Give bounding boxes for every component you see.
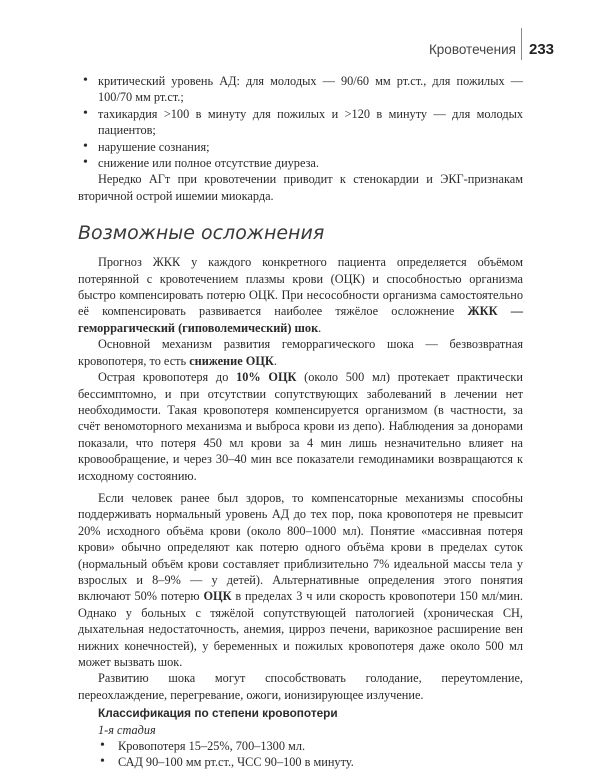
page-number: 233 xyxy=(529,41,555,58)
paragraph: Развитию шока могут способствовать голодание, переутомление, переохлаждение, перегревание, ожоги, ионизирующее излучение. xyxy=(78,671,523,702)
list-item: • тахикардия >100 в минуту для пожилых и >120 в минуту — для молодых пациентов; xyxy=(78,106,523,139)
section-heading: Возможные осложнения xyxy=(78,222,325,245)
paragraph-text: Основной механизм развития геморрагического шока — безвозвратная кровопотеря, то есть xyxy=(78,337,523,368)
paragraph-text: в пределах 3 ч или скорость кровопотери 150 мл/мин. Однако у больных с тяжёлой сопутствующей патологией (хроническая СН, дыхательная недостаточность, анемия, цирроз печени, варикозное расширение вен нижних конечностей), у беременных и пожилых кровопотеря даже около 500 мл может вызвать шок. xyxy=(78,589,523,669)
list-item: • Кровопотеря 15–25%, 700–1300 мл. xyxy=(78,738,523,754)
paragraph-text: Если человек ранее был здоров, то компенсаторные механизмы способны поддерживать нормальный уровень АД до тех пор, пока кровопотеря не превысит 20% исходного объёма крови (около 800–1000 мл). Понятие «массивная потеря крови» обычно определяют как потерю одного объёма крови в пределах суток (нормальный объём крови составляет приблизительно 7% идеальной массы тела у взрослых и 8–9% — у детей). Альтернативные определения этого понятия включают 50% потерю xyxy=(78,490,523,604)
running-head-section: Кровотечения xyxy=(428,42,516,57)
list-item: • снижение или полное отсутствие диуреза. xyxy=(78,155,523,171)
list-item: • критический уровень АД: для молодых — 90/60 мм рт.ст., для пожилых — 100/70 мм рт.ст.; xyxy=(78,73,523,106)
classification-title: Классификация по степени кровопотери xyxy=(98,706,338,721)
paragraph-text: . xyxy=(273,353,277,368)
paragraph-text: Острая кровопотеря до xyxy=(98,370,237,385)
list-item: • САД 90–100 мм рт.ст., ЧСС 90–100 в минуту. xyxy=(78,754,523,770)
paragraph xyxy=(78,490,523,670)
list-item: • нарушение сознания; xyxy=(78,139,523,155)
paragraph-emphasis: 10% ОЦК xyxy=(236,370,297,385)
paragraph xyxy=(78,336,523,369)
paragraph xyxy=(78,369,523,484)
paragraph-text: . xyxy=(318,320,322,335)
running-head xyxy=(0,40,600,60)
paragraph-emphasis: ОЦК xyxy=(203,589,232,604)
body-text xyxy=(78,73,523,771)
paragraph-text: (около 500 мл) протекает практически бессимптомно, и при отсутствии сопутствующих заболеваний в лечении нет необходимости. Такая кровопотеря компенсируется организмом (в частности, за счёт веномоторного механизма и выброса крови из депо). Наблюдения за донорами показали, что потеря 450 мл крови за 4 мин лишь незначительно влияет на кровообращение, и через 30–40 мин все показатели гемодинамики возвращаются к исходному состоянию. xyxy=(78,370,523,483)
criteria-list xyxy=(78,73,523,171)
paragraph-emphasis: снижение ОЦК xyxy=(189,353,274,368)
paragraph-emphasis: ЖКК — геморрагический (гиповолемический) шок xyxy=(78,304,523,335)
paragraph-text: Прогноз ЖКК у каждого конкретного пациента определяется объёмом потерянной с кровотечением плазмы крови (ОЦК) и способностью организма быстро компенсировать потерю ОЦК. При несособности организма самостоятельно её компенсировать развивается наиболее тяжёлое осложнение xyxy=(78,255,523,319)
paragraph xyxy=(78,254,523,336)
stage-list xyxy=(78,738,523,771)
running-head-divider xyxy=(521,28,522,60)
paragraph: Нередко АГт при кровотечении приводит к стенокардии и ЭКГ-признакам вторичной острой ишемии миокарда. xyxy=(78,172,523,203)
stage-label: 1-я стадия xyxy=(98,722,156,737)
